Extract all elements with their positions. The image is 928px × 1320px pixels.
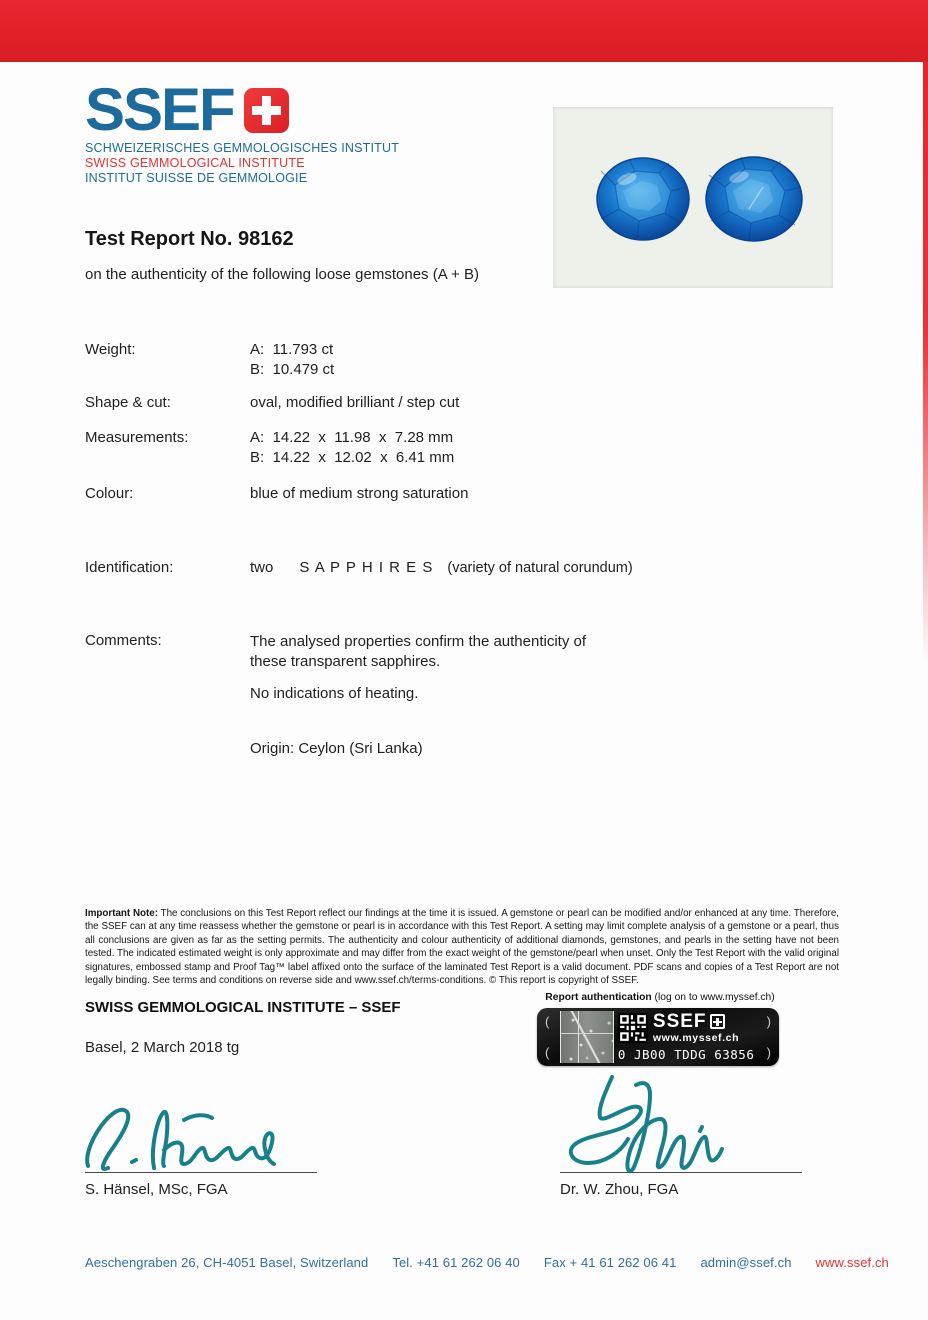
qr-code-icon [618, 1013, 648, 1043]
sapphires-illustration [553, 107, 833, 288]
identification-gem-name: S A P P H I R E S [299, 559, 434, 576]
proof-tag-speckle-panel [560, 1011, 614, 1063]
authentication-heading-bold: Report authentication [545, 992, 652, 1003]
ssef-wordmark: SSEF [85, 76, 234, 143]
authentication-heading-rest: (log on to www.myssef.ch) [651, 992, 775, 1003]
identification-quantity: two [250, 559, 274, 576]
footer-website: www.ssef.ch [815, 1255, 889, 1270]
important-note-text: The conclusions on this Test Report reflect our findings at the time it is issued. A gemstone or pearl can be modified and/or enhanced at any time. Therefore, the SSEF can at any time reassess whether the gemstone or pearl is in accordance with this Test Report. A setting may limit complete analysis of a gemstone or a pearl, thus all conclusions are given as far as the setting permits. The authenticity and colour authenticity of additional diamonds, gemstones, and pearls in the setting have not been tested. The indicated estimated weight is only approximate and may differ from the exact weight of the gemstone/pearl when unset. Only the Test Report with the valid original signatures, embossed stamp and Proof Tag™ label affixed onto the surface of the laminated Test Report is a valid document. PDF scans and copies of a Test Report are not legally binding. See terms and conditions on reverse side and www.ssef.ch/terms-conditions. © This report is copyright of SSEF. [85, 908, 839, 987]
identification-label: Identification: [85, 559, 174, 576]
signatory-name-hansel: S. Hänsel, MSc, FGA [85, 1181, 228, 1198]
identification-variety: (variety of natural corundum) [447, 560, 633, 576]
signatory-name-zhou: Dr. W. Zhou, FGA [560, 1181, 679, 1198]
comments-paragraph-1: The analysed properties confirm the authenticity of these transparent sapphires. [250, 633, 587, 670]
signature-hansel [80, 1098, 330, 1178]
footer-email: admin@ssef.ch [700, 1255, 792, 1270]
gemstone-photo [553, 107, 833, 288]
proof-tag-brand: SSEF [652, 1010, 707, 1032]
colour-value: blue of medium strong saturation [250, 485, 469, 502]
swiss-cross-icon [244, 88, 289, 133]
identification-value [250, 559, 633, 576]
proof-tag-right-marks: ) ) [766, 1014, 771, 1060]
measurements-value-a: A: 14.22 x 11.98 x 7.28 mm [250, 429, 454, 446]
logo-subtitle-english: SWISS GEMMOLOGICAL INSTITUTE [85, 156, 305, 170]
comments-paragraph-2: No indications of heating. [250, 685, 419, 702]
footer-tel: Tel. +41 61 262 06 40 [392, 1255, 520, 1270]
proof-tag-code: 0 JB00 TDDG 63856 [617, 1046, 755, 1062]
shape-cut-label: Shape & cut: [85, 394, 171, 411]
ssef-logo [85, 76, 400, 186]
issue-date-line: Basel, 2 March 2018 tg [85, 1039, 240, 1056]
footer-contact-line [85, 1255, 889, 1270]
footer-address: Aeschengraben 26, CH-4051 Basel, Switzerland [85, 1255, 369, 1270]
proof-tag-left-marks: ( ( [545, 1014, 550, 1060]
important-note [85, 907, 839, 987]
report-authentication-heading [540, 992, 780, 1003]
signature-line-left [85, 1172, 317, 1173]
weight-label: Weight: [85, 341, 136, 358]
red-edge-line [923, 62, 928, 662]
weight-value-b: B: 10.479 ct [250, 361, 335, 378]
comments-label: Comments: [85, 632, 162, 649]
report-subtitle: on the authenticity of the following loose gemstones (A + B) [85, 266, 479, 283]
red-header-band [0, 0, 928, 62]
signature-line-right [560, 1172, 802, 1173]
logo-subtitle-german: SCHWEIZERISCHES GEMMOLOGISCHES INSTITUT [85, 141, 400, 155]
proof-tag-label [537, 1008, 779, 1066]
proof-tag-url: www.myssef.ch [652, 1031, 740, 1044]
proof-tag-cross-icon [710, 1014, 725, 1029]
signature-zhou [540, 1075, 810, 1180]
institute-name: SWISS GEMMOLOGICAL INSTITUTE – SSEF [85, 999, 401, 1016]
weight-value-a: A: 11.793 ct [250, 341, 334, 358]
colour-label: Colour: [85, 485, 134, 502]
report-title: Test Report No. 98162 [85, 228, 294, 250]
measurements-value-b: B: 14.22 x 12.02 x 6.41 mm [250, 449, 455, 466]
shape-cut-value: oval, modified brilliant / step cut [250, 394, 460, 411]
measurements-label: Measurements: [85, 429, 189, 446]
footer-fax: Fax + 41 61 262 06 41 [543, 1255, 677, 1270]
logo-subtitle-french: INSTITUT SUISSE DE GEMMOLOGIE [85, 171, 308, 185]
important-note-label: Important Note: [85, 908, 158, 919]
comments-paragraph-3: Origin: Ceylon (Sri Lanka) [250, 740, 423, 757]
